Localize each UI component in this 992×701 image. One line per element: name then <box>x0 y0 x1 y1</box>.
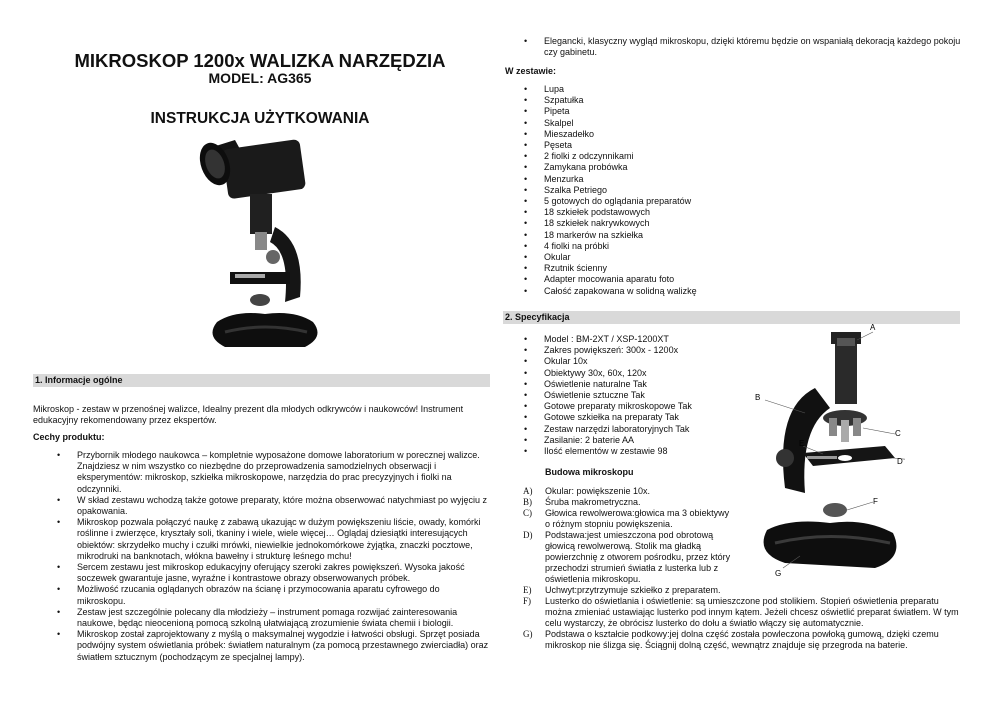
section-heading-spec: 2. Specyfikacja <box>503 311 960 324</box>
list-item: • Adapter mocowania aparatu foto <box>522 274 922 285</box>
parts-list-narrow <box>523 486 731 585</box>
instructions-heading: INSTRUKCJA UŻYTKOWANIA <box>150 110 370 127</box>
features-list <box>55 450 490 663</box>
spec-list <box>522 334 742 457</box>
list-item: • Pęseta <box>522 140 922 151</box>
list-item: D) Podstawa:jest umieszczona pod obrotową głowicą rewolwerową. Stolik ma gładką powierzchnię z otworem pośrodku, przez który przechodzi strumień światła z lusterka lub z oświetlenia mikroskopu. <box>523 530 731 584</box>
features-heading: Cechy produktu: <box>33 432 105 442</box>
list-item: • Mikroskop został zaprojektowany z myślą o maksymalnej wygodzie i łatwości obsługi. Sprzęt posiada podwójny system oświetlania próbek: światłem naturalnym (za pomocą przestawnego zwierciadła) oraz światłem sztucznym (pochodzącym ze specjalnej lampy). <box>55 629 490 663</box>
list-item: • Gotowe preparaty mikroskopowe Tak <box>522 401 742 412</box>
list-item: • W skład zestawu wchodzą także gotowe preparaty, które można obserwować natychmiast po wyjęciu z opakowania. <box>55 495 490 517</box>
list-item: • Sercem zestawu jest mikroskop edukacyjny oferujący szeroki zakres powiększeń. Wysoka jakość soczewek gwarantuje jasne, wyraźne i kontrastowe obrazy obserwowanych próbek. <box>55 562 490 584</box>
parts-list-wide <box>523 585 963 651</box>
intro-paragraph: Mikroskop - zestaw w przenośnej walizce, Idealny prezent dla młodych odkrywców i naukowców! Instrument edukacyjny rekomendowany przez ekspertów. <box>33 404 464 425</box>
list-item: C) Głowica rewolwerowa:głowica ma 3 obiektywy o różnym stopniu powiększenia. <box>523 508 730 529</box>
list-item: • Oświetlenie naturalne Tak <box>522 379 742 390</box>
diagram-label-c: C <box>895 429 901 438</box>
list-item: • Oświetlenie sztuczne Tak <box>522 390 742 401</box>
list-item: • Zestaw jest szczególnie polecany dla młodzieży – instrument pomaga rozwijać zainteresowania naukowe, będąc nieocenioną pomocą szkolną ułatwiającą zrozumienie świata chemii i biologii. <box>55 607 490 629</box>
list-item: • Zasilanie: 2 baterie AA <box>522 435 742 446</box>
list-item: • Okular 10x <box>522 356 742 367</box>
list-item: • Gotowe szkiełka na preparaty Tak <box>522 412 742 423</box>
document-title: MIKROSKOP 1200x WALIZKA NARZĘDZIA <box>74 50 446 71</box>
list-item: • 18 markerów na szkiełka <box>522 230 922 241</box>
list-item: • Zestaw narzędzi laboratoryjnych Tak <box>522 424 742 435</box>
list-item: • Skalpel <box>522 118 922 129</box>
diagram-label-a: A <box>870 323 876 332</box>
set-list <box>522 84 922 297</box>
list-item: • Mikroskop pozwala połączyć naukę z zabawą ukazując w dużym powiększeniu liście, owady, komórki roślinne i zwierzęce, kryształy soli, tkaniny i wiele, wiele więcej… Oglądaj dziesiątki interesujących obiektów: skrzydełko muchy i czułki mrówki, niewielkie jednokomórkowe żyjątka, znaczki pocztowe, mikrodruki na banknotach, włókna bawełny i strukturę leśnego mchu! <box>55 517 490 562</box>
list-item: • Zakres powiększeń: 300x - 1200x <box>522 345 742 356</box>
list-item: • Ilość elementów w zestawie 98 <box>522 446 742 457</box>
list-item: • 18 szkiełek nakrywkowych <box>522 218 922 229</box>
model-label: MODEL: AG365 <box>208 70 312 86</box>
list-item: • 4 fiolki na próbki <box>522 241 922 252</box>
list-item: • Menzurka <box>522 174 922 185</box>
list-item: • Elegancki, klasyczny wygląd mikroskopu, dzięki któremu będzie on wspaniałą dekoracją każdego pokoju czy gabinetu. <box>522 36 962 58</box>
feature-continuation <box>522 36 962 58</box>
list-item: • Zamykana probówka <box>522 162 922 173</box>
list-item: G) Podstawa o kształcie podkowy:jej dolna część została powleczona powłoką gumową, dzięki czemu mikroskop nie ślizga się. Ściągnij dolną część, wewnątrz znajduje się przegroda na baterie. <box>523 629 939 650</box>
list-item: • Szpatułka <box>522 95 922 106</box>
list-item: • Obiektywy 30x, 60x, 120x <box>522 368 742 379</box>
list-item: • Okular <box>522 252 922 263</box>
list-item: • Całość zapakowana w solidną walizkę <box>522 286 922 297</box>
diagram-label-f: F <box>873 497 878 506</box>
section-heading-general: 1. Informacje ogólne <box>33 374 490 387</box>
list-item: • Mieszadełko <box>522 129 922 140</box>
diagram-label-e: E <box>799 439 805 448</box>
list-item: E) Uchwyt:przytrzymuje szkiełko z preparatem. <box>523 585 721 595</box>
list-item: A) Okular: powiększenie 10x. <box>523 486 651 496</box>
list-item: • Przybornik młodego naukowca – kompletnie wyposażone domowe laboratorium w porecznej walizce. Znajdziesz w nim wszystko co niezbędne do przeprowadzenia samodzielnych obserwacji i eksperymentów: mikroskop, szkiełka mikroskopowe, narzędzia do prac precyzyjnych i fiolki na odczynniki. <box>55 450 490 495</box>
list-item: • 5 gotowych do oglądania preparatów <box>522 196 922 207</box>
list-item: • Pipeta <box>522 106 922 117</box>
diagram-label-d: D <box>897 457 903 466</box>
microscope-photo <box>195 132 335 357</box>
list-item: • Lupa <box>522 84 922 95</box>
list-item: • Możliwość rzucania oglądanych obrazów na ścianę i przymocowania aparatu cyfrowego do mikroskopu. <box>55 584 490 606</box>
list-item: F) Lusterko do oświetlania i oświetlenie: są umieszczone pod stolikiem. Stopień oświetlenia preparatu można zmieniać ustawiając lusterko pod innym kątem. Jeżeli chcesz oświetlić preparat światłem. W tym celu wystarczy, że obrócisz lusterko do dołu a światło włączy się automatycznie. <box>523 596 959 628</box>
list-item: • Rzutnik ścienny <box>522 263 922 274</box>
microscope-diagram <box>745 318 905 588</box>
list-item: • 18 szkiełek podstawowych <box>522 207 922 218</box>
list-item: • Model : BM-2XT / XSP-1200XT <box>522 334 742 345</box>
build-heading: Budowa mikroskopu <box>545 467 634 477</box>
set-heading: W zestawie: <box>505 66 557 76</box>
list-item: • Szalka Petriego <box>522 185 922 196</box>
diagram-label-g: G <box>775 569 782 578</box>
list-item: • 2 fiolki z odczynnikami <box>522 151 922 162</box>
list-item: B) Śruba makrometryczna. <box>523 497 641 507</box>
diagram-label-b: B <box>755 393 761 402</box>
